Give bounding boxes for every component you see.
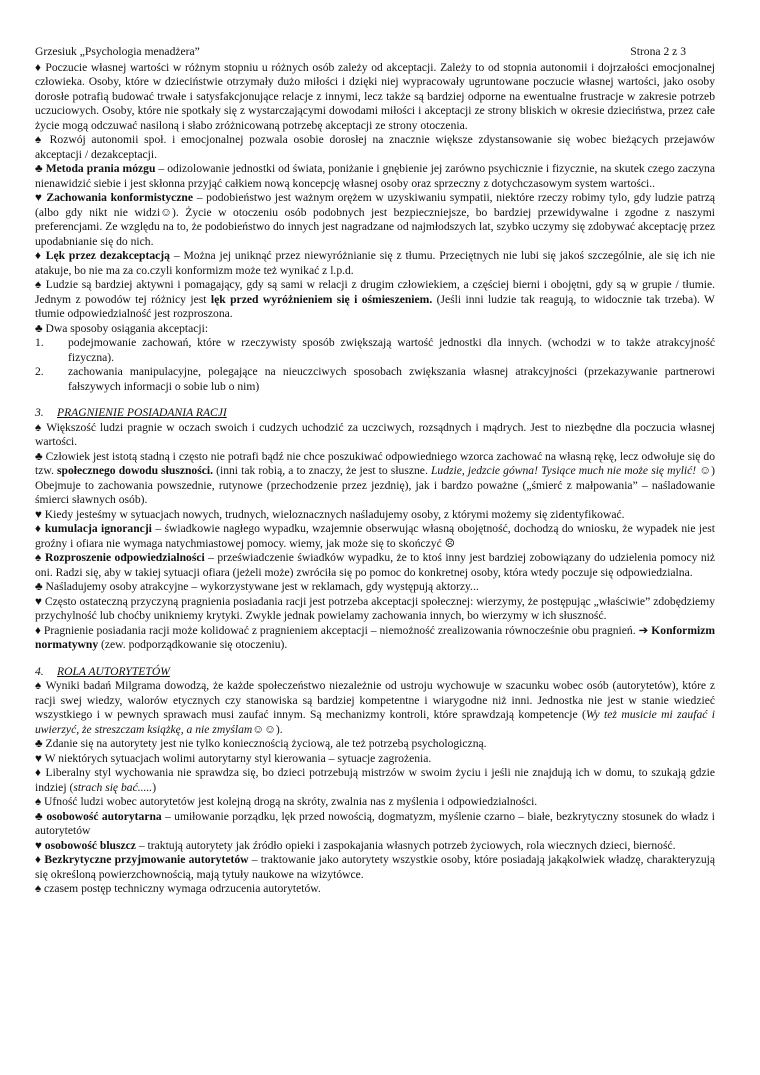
paragraph: ♠ Ludzie są bardziej aktywni i pomagający, gdy są sami w relacji z drugim człowiekiem, a częściej bierni i obojętni, gdy są w grupie / tłumie. Jednym z powodów tej różnicy jest lęk przed wyróżnieniem się i ośmieszeniem. (Jeśli inni ludzie tak reagują, to widocznie tak trzeba). W tłumie odpowiedzialność jest rozproszona. (35, 278, 715, 320)
document-title: Grzesiuk „Psychologia menadżera” (35, 45, 200, 58)
term: kumulacja ignorancji (44, 522, 152, 535)
paragraph: ♠ Rozproszenie odpowiedzialności – przeświadczenie świadków wypadku, że to ktoś inny jest bardziej zobowiązany do udzielenia pomocy niż oni. Radzi się, aby w takiej sytuacji ofiara (jeżeli może) zwróciła się po pomoc do konkretnej osoby, która wtedy poczuje się odpowiedzialna. (35, 551, 715, 579)
term: Bezkrytyczne przyjmowanie autorytetów (44, 853, 249, 866)
paragraph: ♣ Człowiek jest istotą stadną i często nie potrafi bądź nie chce poszukiwać odpowiedniego wzorca zachować na własną rękę, lecz odwołuje się do tzw. społecznego dowodu słuszności. (inni tak robią, a to znaczy, że jest to słuszne. Ludzie, jedzcie gówna! Tysiące much nie może się mylić! ☺) Obejmuje to zachowania powszednie, rutynowe (przechodzenie przez jezdnię), jak i bardzo poważne („śmierć z małpowania” – naśladowanie śmierci sławnych osób). (35, 449, 715, 506)
paragraph: ♣ Dwa sposoby osiągania akceptacji: (35, 321, 209, 335)
paragraph: ♥ Zachowania konformistyczne – podobieństwo jest ważnym orężem w uzyskiwaniu sympatii, niektóre rzeczy robimy tylo, gdy ludzie patrzą (albo gdy nikt nie widzi☺). Życie w otoczeniu osób podobnych jest bezpieczniejsze, bo bardziej przewidywalne i zgodne z naszymi preferencjami. Ze względu na to, że podobieństwo do innych jest nagradzane od najmłodszych lat, szybko uczymy się zdobywać akceptację przez upodabnianie się do nich. (35, 191, 715, 248)
paragraph: ♦ Bezkrytyczne przyjmowanie autorytetów – traktowanie jako autorytety wszystkie osoby, które posiadają jakąkolwiek władzę, charakteryzują się określoną powierzchownością, mają tytuły naukowe na wizytówce. (35, 853, 715, 881)
list-item: 2. zachowania manipulacyjne, polegające na nieuczciwych sposobach zwiększania własnej atrakcyjności (przekazywanie partnerowi fałszywych informacji o sobie lub o nim) (35, 365, 715, 393)
page-header (35, 45, 715, 60)
paragraph: ♦ Lęk przez dezakceptacją – Można jej uniknąć przez niewyróżnianie się z tłumu. Przeciętnych nie lubi się jakoś szczególnie, ale się ich nie atakuje, bo nie ma za co.czyli konformizm może też wynikać z l.p.d. (35, 249, 715, 277)
page-number: Strona 2 z 3 (630, 45, 686, 58)
term: Metoda prania mózgu (45, 162, 156, 175)
paragraph: ♠ Wyniki badań Milgrama dowodzą, że każde społeczeństwo niezależnie od ustroju wychowuje w szacunku wobec osób (autorytetów), które z racji swej wiedzy, walorów etycznych czy stanowiska są bardziej kompetentne i wiarygodne niż inni. Jednostka nie jest w stanie wiedzieć wszystkiego i w pewnych sprawach musi zaufać innym. Są mechanizmy kontroli, które sprawdzają kompetencje (Wy też musicie mi zaufać i uwierzyć, że streszczam książkę, a nie zmyślam☺☺). (35, 679, 716, 736)
paragraph: ♥ Kiedy jesteśmy w sytuacjach nowych, trudnych, wieloznacznych naśladujemy osoby, z którymi możemy się zidentyfikować. (35, 507, 625, 521)
term: Konformizm normatywny (35, 623, 715, 651)
term: lęk przed wyróżnieniem się i ośmieszeniem. (210, 292, 433, 306)
paragraph: ♠ Ufność ludzi wobec autorytetów jest kolejną drogą na skróty, zwalnia nas z myślenia i odpowiedzialności. (35, 795, 538, 808)
term: społecznego dowodu słuszności. (57, 464, 213, 477)
term: Rozproszenie odpowiedzialności (45, 551, 205, 564)
document-page (35, 45, 715, 897)
list-item: 1. podejmowanie zachowań, które w rzeczywisty sposób zwiększają wartość jednostki dla innych. (wchodzi w to także atrakcyjność fizyczna). (35, 336, 715, 364)
section-heading: 4. ROLA AUTORYTETÓW (35, 664, 170, 678)
term: Zachowania konformistyczne (46, 191, 194, 204)
paragraph: ♣ Metoda prania mózgu – odizolowanie jednostki od świata, poniżanie i gnębienie jej zarówno psychicznie i fizycznie, na skutek czego zaczyna nienawidzić siebie i jest skłonna przyjąć całkiem nową koncepcję własnej osoby oraz sprzeczny z dotychczasowym system wartości.. (35, 162, 716, 190)
term: Lęk przez dezakceptacją (45, 249, 170, 262)
paragraph: ♣ Zdanie się na autorytety jest nie tylko koniecznością życiową, ale też potrzebą psychologiczną. (35, 737, 487, 750)
paragraph: ♠ czasem postęp techniczny wymaga odrzucenia autorytetów. (35, 882, 321, 895)
paragraph: ♦ Poczucie własnej wartości w różnym stopniu u różnych osób zależy od akceptacji. Zależy to od stopnia autonomii i dojrzałości emocjonalnej człowieka. Osoby, które w dzieciństwie otrzymały dużo miłości i dzięki niej wypracowały ugruntowane poczucie własnej wartości, jako osoby dorosłe potrafią budować trwałe i satysfakcjonujące relacje z innymi, lecz także są bardziej odporne na ewentualne frustracje w zakresie potrzeb uczuciowych. Osoby, które nie spotkały się z wystarczającymi dowodami miłości i akceptacji ze strony bliskich w okresie dzieciństwa, przez całe życie mogą odczuwać nasiloną i słabo zróżnicowaną potrzebę akceptacji ze strony otoczenia. (35, 60, 715, 132)
term: osobowość bluszcz (44, 838, 136, 852)
paragraph: ♥ W niektórych sytuacjach wolimi autorytarny styl kierowania – sytuacje zagrożenia. (35, 751, 432, 765)
paragraph: ♦ Liberalny styl wychowania nie sprawdza się, bo dzieci potrzebują mistrzów w swoim życiu i jeśli nie znajdują ich w domu, to szukają gdzie indziej (strach się bać.....) (35, 766, 715, 794)
paragraph: ♦ kumulacja ignorancji – świadkowie nagłego wypadku, wzajemnie obserwując własną obojętność, dochodzą do wniosku, że wypadek nie jest groźny i ofiara nie wymaga natychmiastowej pomocy. wiemy, jak może się to skończyć ☹ (35, 522, 716, 550)
paragraph: ♣ osobowość autorytarna – umiłowanie porządku, lęk przed nowością, dogmatyzm, myślenie czarno – białe, bezkrytyczny stosunek do władz i autorytetów (35, 809, 715, 837)
paragraph: ♦ Pragnienie posiadania racji może kolidować z pragnieniem akceptacji – niemożność zrealizowania równocześnie obu pragnień. ➔ Konformizm normatywny (zew. podporządkowanie się otoczeniu). (35, 623, 715, 651)
paragraph: ♣ Naśladujemy osoby atrakcyjne – wykorzystywane jest w reklamach, gdy występują aktorzy... (35, 580, 479, 593)
section-heading: 3. PRAGNIENIE POSIADANIA RACJI (35, 406, 227, 419)
term: osobowość autorytarna (46, 809, 162, 823)
paragraph: ♥ osobowość bluszcz – traktują autorytety jak źródło opieki i zaspokajania własnych potrzeb życiowych, rola wiecznych dzieci, bierność. (35, 838, 676, 852)
paragraph: ♠ Rozwój autonomii społ. i emocjonalnej pozwala osobie dorosłej na znacznie większe zdystansowanie się wobec bieżących przejawów akceptacji / dezakceptacji. (35, 133, 715, 161)
paragraph: ♠ Większość ludzi pragnie w oczach swoich i cudzych uchodzić za uczciwych, rozsądnych i mądrych. Jest to niezbędne dla poczucia własnej wartości. (35, 420, 715, 448)
paragraph: ♥ Często ostateczną przyczyną pragnienia posiadania racji jest potrzeba akceptacji społecznej: wierzymy, że postępując „właściwie” zdobędziemy przychylność lub choćby unikniemy krytyki. Zwykle jednak powielamy zachowania innych, bo wierzymy w ich słuszność. (35, 594, 715, 622)
